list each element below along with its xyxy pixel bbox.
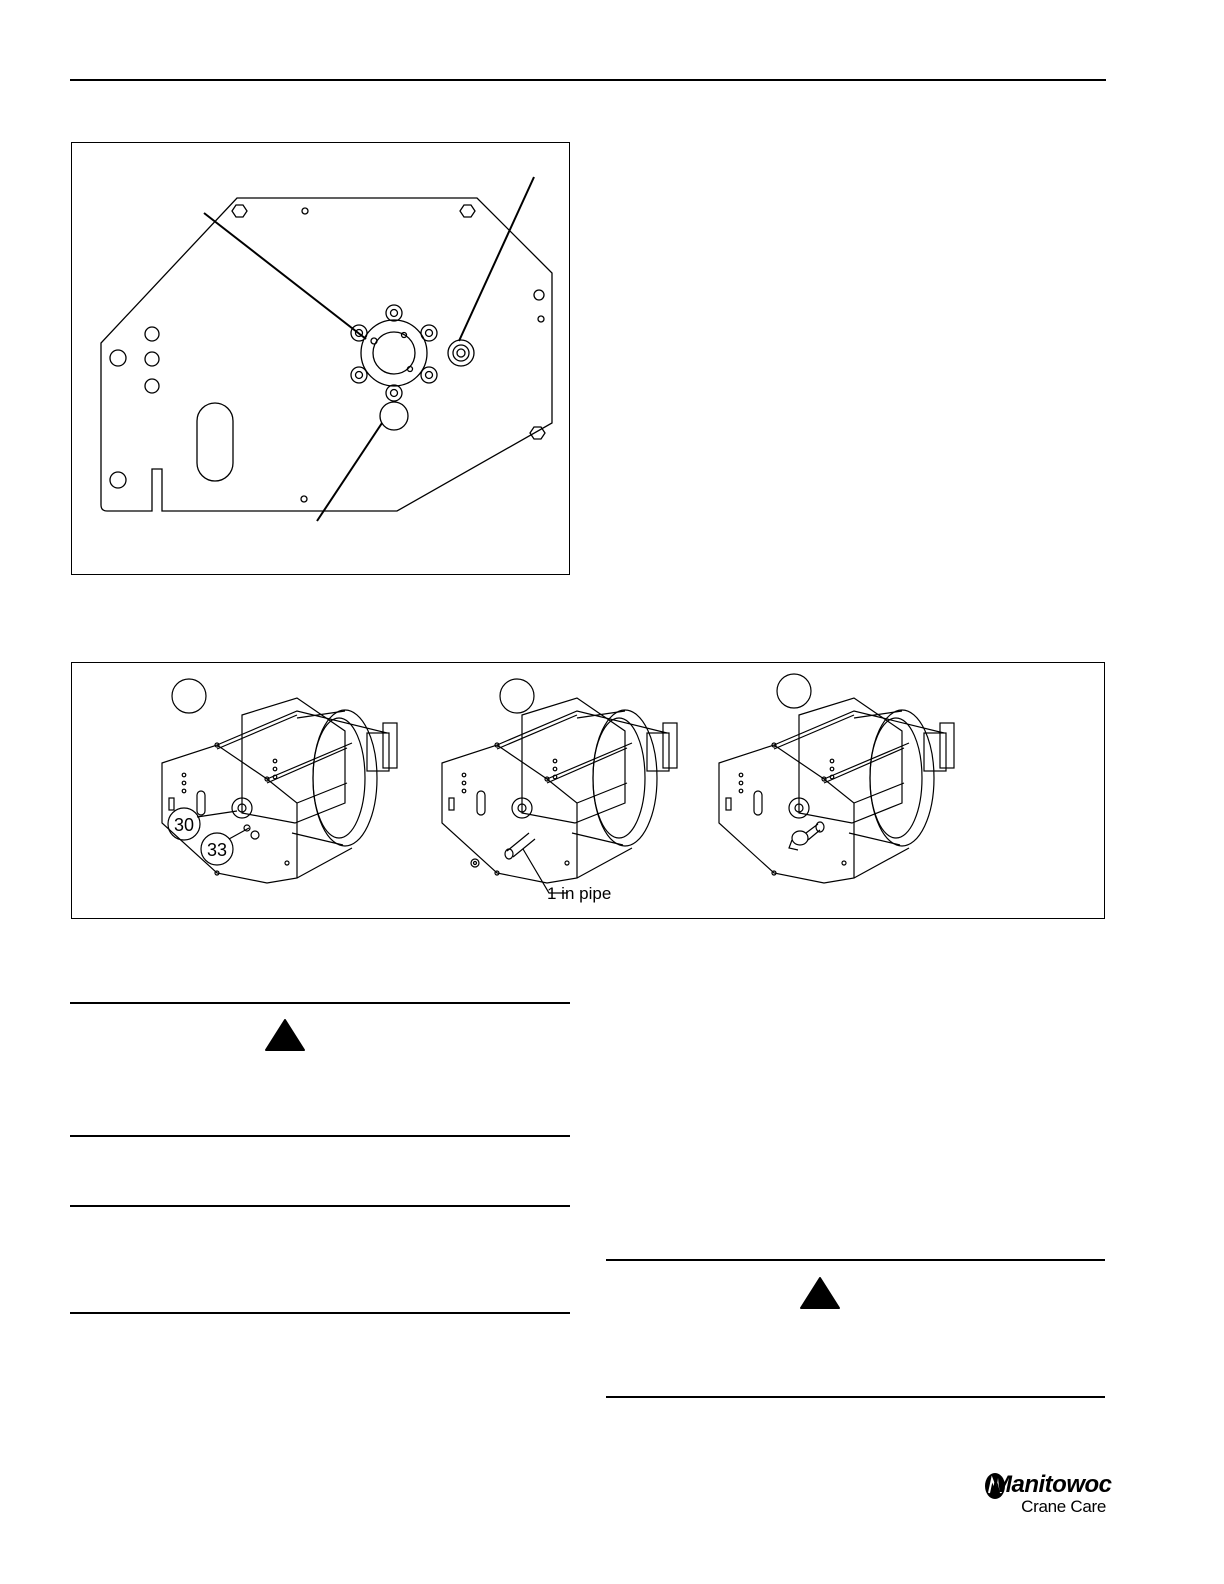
warning-bottom-rule-left xyxy=(70,1135,570,1137)
pipe-label: 1 in pipe xyxy=(547,884,612,903)
warning-bottom-rule-right xyxy=(606,1396,1105,1398)
hex-bolt xyxy=(460,205,475,217)
side-plate-drawing xyxy=(72,143,569,574)
figure-side-plate xyxy=(71,142,570,575)
winch-view-1 xyxy=(157,673,417,908)
front-plate xyxy=(719,745,854,883)
hex-bolt xyxy=(232,205,247,217)
note-bottom-rule xyxy=(70,1312,570,1314)
hex-bolt xyxy=(530,427,545,439)
leader-line xyxy=(459,177,534,341)
warning-top-rule-right xyxy=(606,1259,1105,1261)
callout-33: 33 xyxy=(207,840,228,860)
warning-top-rule-left xyxy=(70,1002,570,1004)
logo-brand: Manitowoc xyxy=(992,1471,1112,1498)
warning-triangle-icon xyxy=(799,1276,841,1310)
manitowoc-logo xyxy=(984,1468,1112,1518)
leader-line xyxy=(317,423,382,521)
front-plate xyxy=(442,745,577,883)
warning-triangle-icon xyxy=(264,1018,306,1052)
figure-winch-views xyxy=(71,662,1105,919)
front-plate xyxy=(162,745,297,883)
view-marker-circle xyxy=(500,679,534,713)
callout-30: 30 xyxy=(174,815,195,835)
logo-sub: Crane Care xyxy=(1021,1497,1106,1516)
pipe xyxy=(507,833,535,857)
winch-view-3 xyxy=(714,668,974,908)
note-top-rule xyxy=(70,1205,570,1207)
plate-outline xyxy=(101,198,552,511)
leader-line xyxy=(204,213,366,339)
view-marker-circle xyxy=(172,679,206,713)
header-rule xyxy=(70,79,1106,81)
view-marker-circle xyxy=(777,674,811,708)
winch-view-2 xyxy=(437,673,717,908)
